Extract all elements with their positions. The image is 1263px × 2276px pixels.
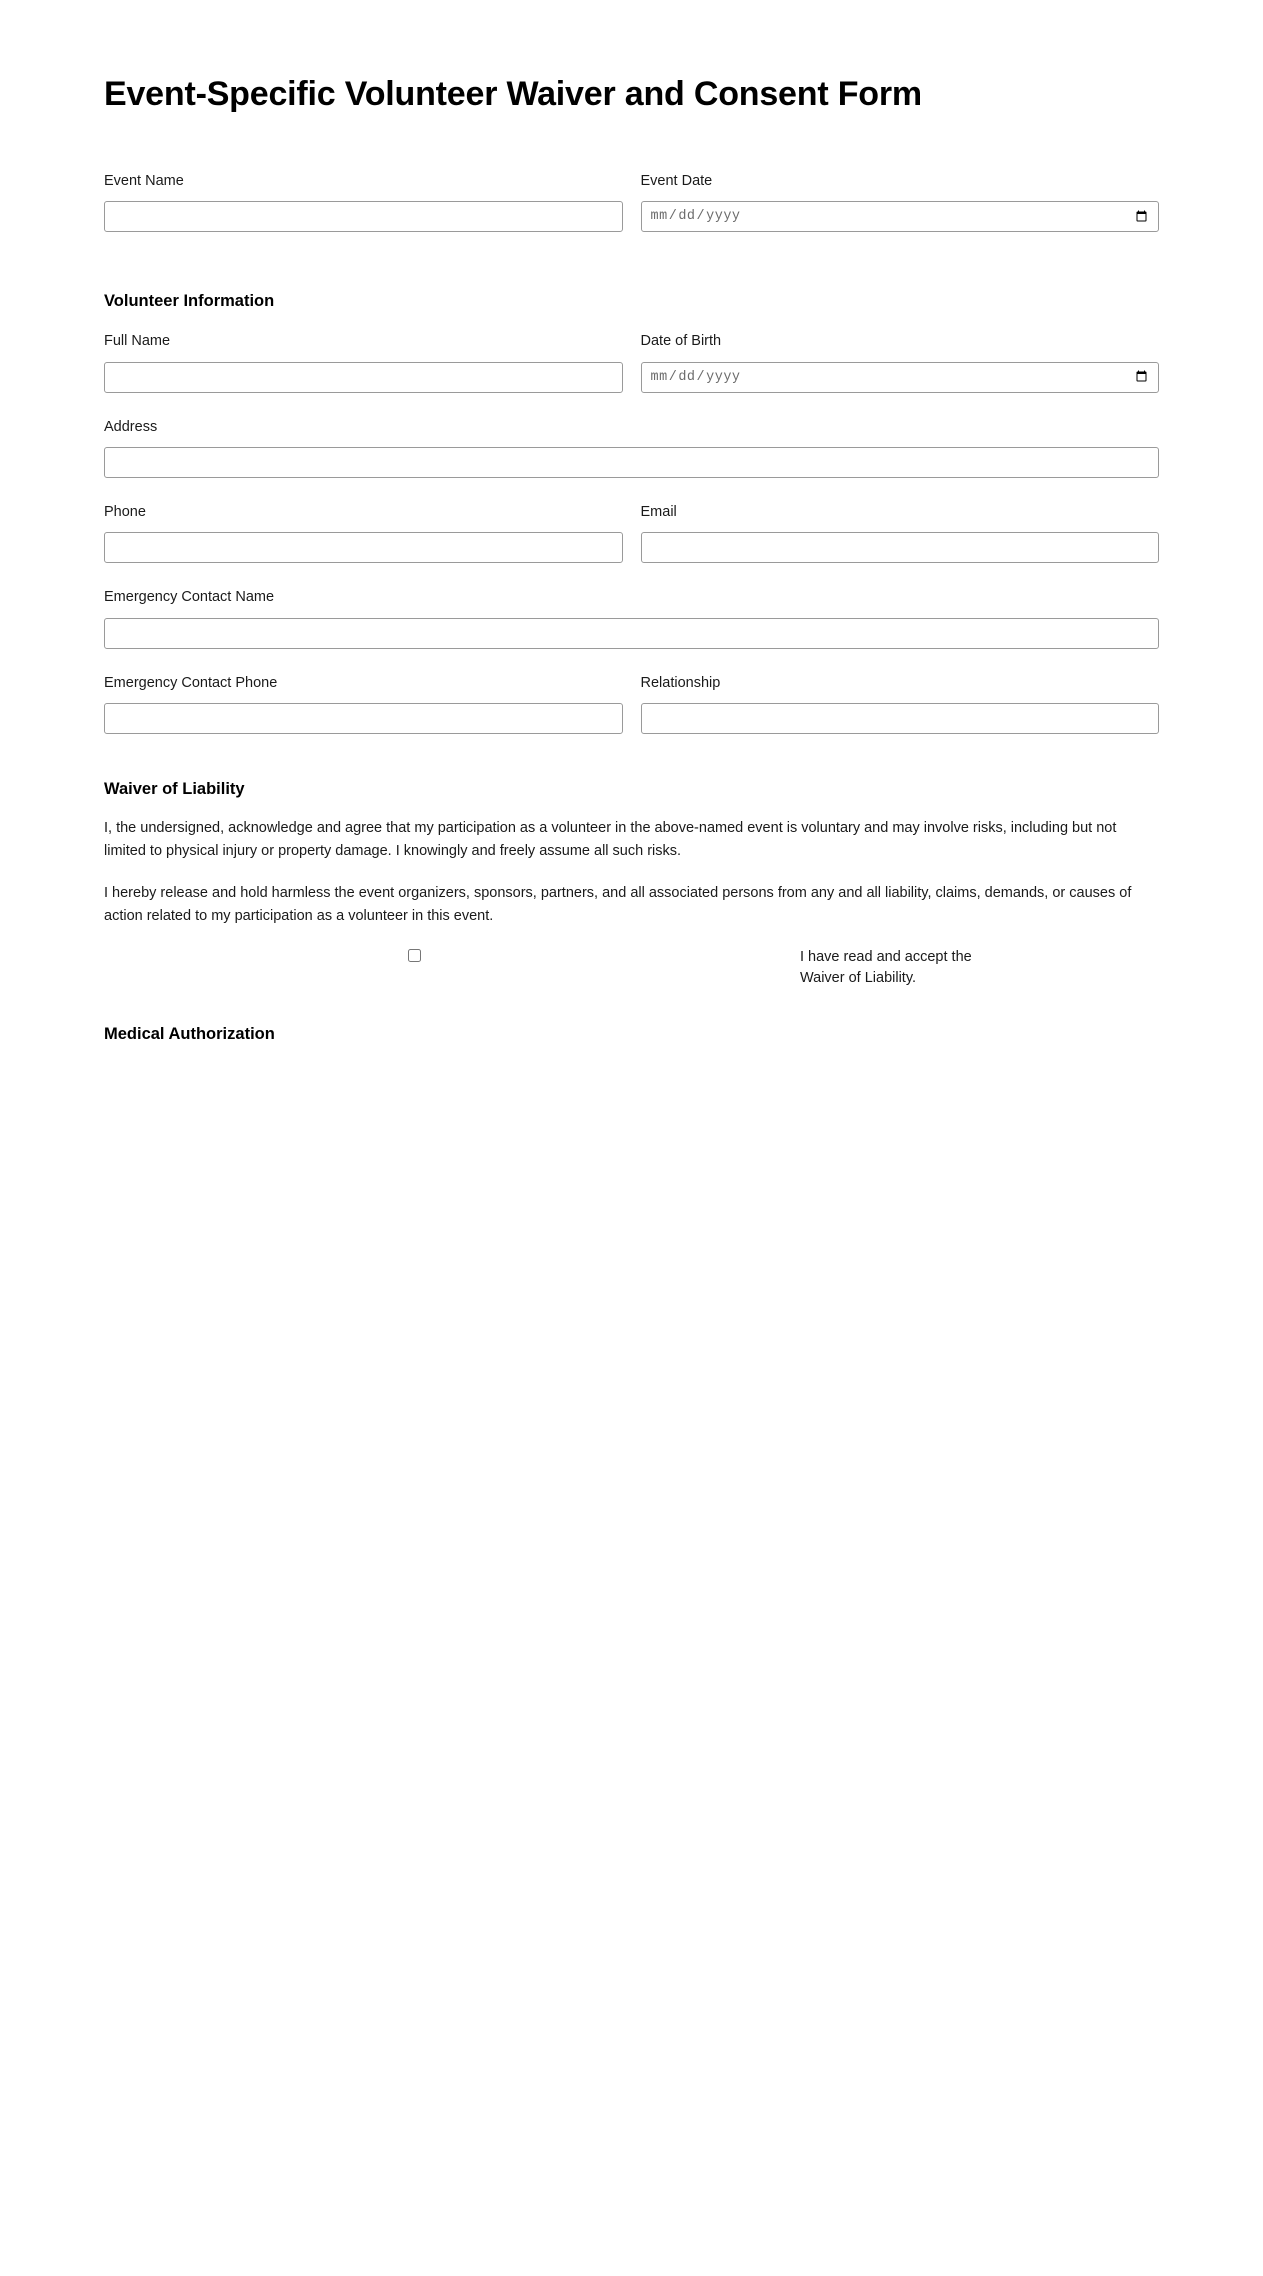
field-email: [641, 504, 1160, 563]
waiver-paragraph-1: I, the undersigned, acknowledge and agree that my participation as a volunteer in the above-named event is voluntary and may involve risks, including but not limited to physical injury or property damage. I knowingly and freely assume all such risks.: [104, 820, 1117, 859]
phone-email-row: [104, 504, 1159, 563]
field-full-name: [104, 333, 623, 392]
emergency-contact-name-row: [104, 589, 1159, 648]
date-of-birth-label: Date of Birth: [640, 333, 722, 350]
waiver-consent-checkbox-wrap: [104, 947, 724, 962]
waiver-consent-label: I have read and accept the Waiver of Liability.: [800, 949, 972, 987]
medical-authorization-heading: Medical Authorization: [104, 1025, 275, 1044]
field-address: [104, 419, 1159, 478]
field-event-date: [641, 173, 1160, 232]
phone-input[interactable]: [104, 532, 623, 563]
full-name-label: Full Name: [104, 333, 171, 350]
emergency-contact-phone-input[interactable]: [104, 703, 623, 734]
date-of-birth-input[interactable]: [641, 362, 1160, 393]
event-date-label: Event Date: [640, 172, 713, 189]
name-dob-row: [104, 333, 1159, 392]
field-emergency-contact-phone: [104, 675, 623, 734]
page-bottom-space: [104, 1066, 1159, 1826]
volunteer-information-heading: Volunteer Information: [104, 292, 275, 311]
waiver-consent-checkbox[interactable]: [408, 949, 421, 962]
relationship-input[interactable]: [641, 703, 1160, 734]
relationship-label: Relationship: [640, 674, 721, 691]
emergency-contact-name-label: Emergency Contact Name: [104, 589, 275, 606]
full-name-input[interactable]: [104, 362, 623, 393]
field-emergency-contact-name: [104, 589, 1159, 648]
address-input[interactable]: [104, 447, 1159, 478]
event-row: [104, 173, 1159, 232]
emergency-contact-name-input[interactable]: [104, 618, 1159, 649]
emergency-contact-phone-label: Emergency Contact Phone: [104, 674, 278, 691]
email-label: Email: [640, 503, 677, 520]
email-input[interactable]: [641, 532, 1160, 563]
field-event-name: [104, 173, 623, 232]
event-name-input[interactable]: [104, 201, 623, 232]
emergency-contact-phone-row: [104, 675, 1159, 734]
waiver-of-liability-heading: Waiver of Liability: [104, 780, 245, 799]
field-phone: [104, 504, 623, 563]
field-relationship: [641, 675, 1160, 734]
page-title: Event-Specific Volunteer Waiver and Consent Form: [104, 75, 922, 113]
waiver-consent-row: [104, 947, 1159, 989]
address-row: [104, 419, 1159, 478]
waiver-paragraph-2: I hereby release and hold harmless the event organizers, sponsors, partners, and all associated persons from any and all liability, claims, demands, or causes of action related to my participation as a volunteer in this event.: [104, 885, 1132, 924]
event-date-input[interactable]: [641, 201, 1160, 232]
event-name-label: Event Name: [104, 172, 184, 189]
field-date-of-birth: [641, 333, 1160, 392]
phone-label: Phone: [104, 503, 146, 520]
address-label: Address: [104, 418, 158, 435]
